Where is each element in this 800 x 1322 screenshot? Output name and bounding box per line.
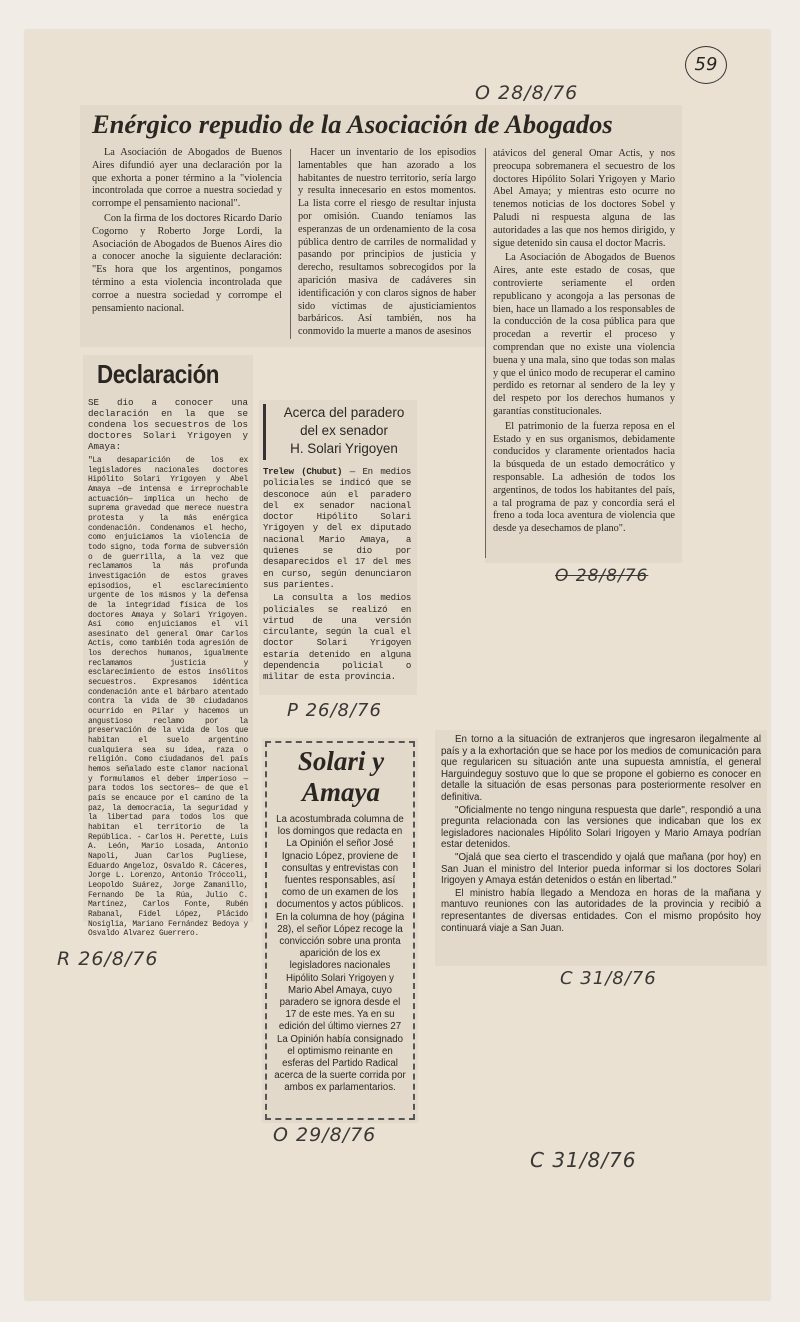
page-number: 59 [685,46,727,84]
scrapbook-page [25,30,770,1300]
abogados-col1-p2: Con la firma de los doctores Ricardo Darío Cogorno y Roberto Jorge Lordi, la Asociación de Abogados de Buenos Aires dio a conocer anoche la siguiente declaración: "Es hora que los argentinos, pongamos término a esta violencia incontrolada que corroe a nuestra sociedad y corrompe el pensamiento nacional. [92,212,282,314]
ministro-p4: El ministro había llegado a Mendoza en horas de la mañana y mantuvo reuniones con las autoridades de la provincia y recibió a representantes de diversas entidades. Con el mismo propósito hoy continuará viaje a San Juan. [441,887,761,934]
clipping-declaracion [83,355,253,939]
abogados-col-2 [298,147,476,341]
clipping-paradero [259,400,417,695]
ministro-p1: En torno a la situación de extranjeros que ingresaron ilegalmente al país y a la exhortación que se hace por los medios de comunicación para que regularicen su situación ante una supuesta amnistía, el general Harguindeguy sostuvo que lo que se propone el gobierno es conocer en detalle la situación de esas personas para posteriormente resolver en definitiva. [441,734,761,803]
paradero-headline-box [263,404,414,460]
abogados-col2-p1: Hacer un inventario de los episodios lamentables que han azorado a los habitantes de nuestro territorio, sería largo y resulta innecesario en estos momentos. La lista corre el riesgo de resultar injusta por omisión. Cuando teníamos las esperanzas de un ordenamiento de la cosa pública dentro de carriles de normalidad y pasando por principios de justicia y derecho, resultamos sobrecogidos por la aparición masiva de cadáveres sin identificación y con claros signos de haber sido víctimas de ajusticiamientos barbáricos. Así también, nos ha conmovido la muerte a manos de asesinos [298,147,476,338]
headline-solari: Solari y Amaya [297,746,385,807]
declaracion-text [88,397,248,939]
clipping-abogados-col3 [485,143,682,563]
ministro-p2: "Oficialmente no tengo ninguna respuesta que darle", respondió a una pregunta relacionada con las versiones que indicaban que los ex legisladores nacionales Hipólito Solari Irigoyen y Mario Amaya podrían estar detenidos. [441,804,761,851]
date-note-top: O 28/8/76 [475,82,579,104]
abogados-col-1 [92,147,282,317]
solari-body: La acostumbrada columna de los domingos que redacta en La Opinión el señor José Ignacio López, proviene de consultas y entrevistas con fuentes responsables, así como de un examen de los documentos y actos públicos. En la columna de hoy (página 28), el señor López recoge la convicción sobre una pronta aparición de los ex legisladores nacionales Hipólito Solari Yrigoyen y Mario Abel Amaya, cuyo paradero se ignora desde el 17 de este mes. Ya en su edición del último viernes 27 La Opinión había consignado el optimismo reinante en esferas del Partido Radical acerca de la suerte corrida por ambos ex parlamentarios. [274,814,406,1094]
ministro-text [441,734,761,934]
date-note-right: O 28/8/76 [555,566,649,586]
abogados-col1-p1: La Asociación de Abogados de Buenos Aires difundió ayer una declaración por la que exhorta a poner término a la "violencia incontrolada que corroe a nuestra sociedad y corrompe el pensamiento nacional". [92,147,282,210]
declaracion-lead: SE dio a conocer una declaración en la que se condena los secuestros de los doctores Solari Yrigoyen y Amaya: [88,397,248,452]
date-note-solari: O 29/8/76 [273,1124,377,1146]
paradero-p2: La consulta a los medios policiales se realizó en virtud de una versión circulante, según la cual el doctor Solari Yrigoyen estaría detenido en alguna dependencia policial o militar de esta provincia. [263,592,411,683]
abogados-col-3 [493,148,675,538]
paradero-text [263,466,411,683]
paradero-p1: Trelew (Chubut) — En medios policiales se indicó que se desconoce aún el paradero del ex senador nacional doctor Hipólito Solari Yrigoyen y del ex diputado nacional Mario Amaya, a quienes se dio por desaparecidos el 17 del mes en curso, según denunciaron sus parientes. [263,466,411,590]
clipping-solari [262,738,418,1123]
clipping-ministro [435,730,767,966]
date-note-ministro: C 31/8/76 [560,968,657,989]
date-note-declaracion: R 26/8/76 [57,948,159,970]
paradero-dateline: Trelew (Chubut) [263,466,343,477]
date-note-bottom: C 31/8/76 [530,1148,637,1172]
headline-paradero: Acerca del paradero del ex senador H. Solari Yrigoyen [283,405,405,456]
declaracion-body: "La desaparición de los ex legisladores nacionales doctores Hipólito Solari Yrigoyen y Abel Amaya —de intensa e irreprochable actuación— implica un hecho de suprema gravedad que merece nuestra protesta y la más enérgica condenación. Condenamos el hecho, como enjuiciamos la violencia de todo signo, toda forma de subversión o de guerrilla, a la vez que reclamamos la más profunda investigación de estos graves episodios, el esclarecimiento urgente de los mismos y la defensa de la integridad física de los doctores Amaya y Solari Yrigoyen. Así como enjuiciamos el vil asesinato del general Omar Carlos Actis, como también toda agresión de los derechos humanos, igualmente reclamamos justicia y esclarecimiento de estos insólitos secuestros. Expresamos idéntica condenación ante el bárbaro atentado contra la vida de 30 ciudadanos ocurrido en Pilar y hacemos un angustioso reclamo por la preservación de la vida de los que habitan el suelo argentino cualquiera sea su idea, raza o religión. Como ciudadanos del país hemos señalado este clamor nacional y formulamos el deber imperioso —para todos los sectores— de que el país se encauce por el camino de la paz, la democracia, la seguridad y la libertad para todos los que habitan el territorio de la República. - Carlos H. Perette, Luis A. León, Mario Losada, Antonio Napoli, Juan Carlos Pugliese, Eduardo Angeloz, Osvaldo R. Cáceres, Jorge L. Lorenzo, Antonio Tróccoli, Leopoldo Suárez, Jorge Zamanillo, Fernando De la Rúa, Julio C. Martínez, Carlos Fonte, Rubén Rabanal, Fidel López, Plácido Nosiglia, Mariano Fernández Bedoya y Osvaldo Alvarez Guerrero. [88,456,248,939]
abogados-col3-p1: atávicos del general Omar Actis, y nos preocupa sobremanera el secuestro de los doctores Hipólito Solari Yrigoyen y Mario Abel Amaya; y mientras esto ocurre no tenemos noticias de los doctores Sobel y Paludi ni respuesta alguna de las autoridades a las que nos hemos dirigido, y sigue detenido sin causa el doctor Macris. [493,148,675,249]
ministro-p3: "Ojalá que sea cierto el trascendido y ojalá que mañana (por hoy) en San Juan el ministro del Interior pueda informar si los doctores Solari Irigoyen y Amaya están detenidos o están en libertad." [441,851,761,887]
solari-text [274,814,406,1095]
date-note-paradero: P 26/8/76 [287,700,382,721]
abogados-col3-p3: El patrimonio de la fuerza reposa en el Estado y en sus organismos, debidamente conducidos y claramente orientados hacia la búsqueda de un estado democrático y responsable. La adhesión de todos los argentinos, de todos los habitantes del país, a tal programa de paz y concordia será el freno a toda loca aventura de violencia que desde ya desechamos de plano". [493,420,675,535]
abogados-col3-p2: La Asociación de Abogados de Buenos Aires, ante este estado de cosas, que controvierte seriamente el orden republicano y acongoja a las personas de bien, hace un llamado a los responsables de la conducción de la cosa pública para que procedan a revertir el proceso y comprendan que no existe una violencia buena y una mala, sino que todas son malas y que el único modo de recuperar el camino perdido es retornar al sendero de la ley y del respeto por los derechos humanos y garantías constitucionales. [493,252,675,417]
headline-declaracion: Declaración [97,359,220,389]
headline-abogados: Enérgico repudio de la Asociación de Abogados [92,109,613,139]
